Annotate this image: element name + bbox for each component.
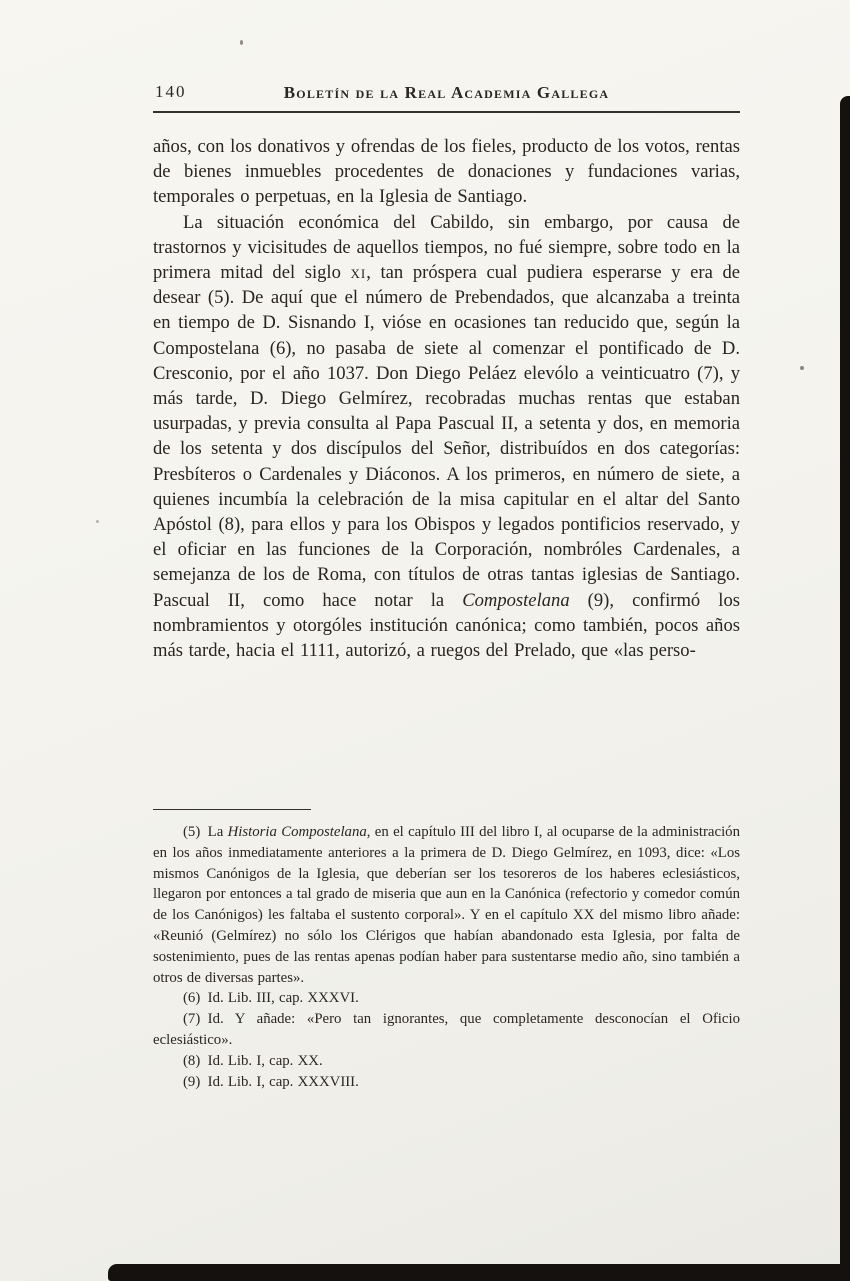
body-text	[153, 134, 740, 663]
scan-artifact-bottom-edge	[108, 1264, 850, 1281]
header-rule	[153, 111, 740, 113]
header-row	[153, 82, 740, 104]
paragraph-continuation	[153, 134, 740, 210]
scan-speck	[240, 40, 243, 45]
footnotes-block	[153, 822, 740, 1092]
journal-title: Boletín de la Real Academia Gallega	[283, 83, 610, 102]
smallcaps-roman-numeral: xi	[350, 262, 367, 284]
page-number: 140	[155, 82, 187, 101]
footnote-text: (8) Id. Lib. I, cap. XX.	[183, 1052, 323, 1069]
paragraph-text: , tan próspera cual pudiera esperarse y era de desear (5). De aquí que el número de Prebendados, que alcanzaba a treinta en tiempo de D. Sisnando I, vióse en ocasiones tan reducido que, según la Compostelana (6), no pasaba de siete al comenzar el pontificado de D. Cresconio, por el año 1037. Don Diego Peláez elevólo a veinticuatro (7), y más tarde, D. Diego Gelmírez, recobradas muchas rentas que estaban usurpadas, y previa consulta al Papa Pascual II, a setenta y dos, en memoria de los setenta y dos discípulos del Señor, distribuídos en dos categorías: Presbíteros o Cardenales y Diáconos. A los primeros, en número de siete, a quienes incumbía la celebración de la misa capitular en el altar del Santo Apóstol (8), para ellos y para los Obispos y legados pontificios reservado, y el oficiar en las funciones de la Corporación, nombróles Cardenales, a semejanza de los de Roma, con títulos de otras tantas iglesias de Santiago. Pascual II, como hace notar la	[153, 262, 740, 611]
paragraph-text: La situación económica del Cabildo, sin embargo, por causa de trastornos y vicisitudes de aquellos tiempos, no fué siempre, sobre todo en la primera mitad del siglo	[153, 211, 740, 284]
footnote-6	[153, 988, 740, 1009]
footnote-text: (6) Id. Lib. III, cap. XXXVI.	[183, 990, 359, 1007]
footnote-text: (5) La	[183, 824, 228, 840]
footnote-text: (7) Id. Y añade: «Pero tan ignorantes, que completamente desconocían el Oficio eclesiástico».	[153, 1011, 740, 1048]
footnote-5	[153, 822, 740, 988]
scan-speck	[800, 366, 804, 370]
footnote-text: , en el capítulo III del libro I, al ocuparse de la administración en los años inmediatamente anteriores a la primera de D. Diego Gelmírez, en 1093, dice: «Los mismos Canónigos de la Iglesia, que deberían ser los tesoreros de los haberes eclesiásticos, llegaron por entonces a tal grado de miseria que aun en la Canónica (refectorio y comedor común de los Canónigos) les faltaba el sustento corporal». Y en el capítulo XX del mismo libro añade: «Reunió (Gelmírez) no sólo los Clérigos que habían abandonado esta Iglesia, por falta de sostenimiento, pues de las rentas apenas podían haber para sustentarse medio año, sino también a otros de diversas partes».	[153, 824, 740, 986]
paragraph-text: (9), confirmó los nombramientos y otorgóles institución canónica; como también, pocos años más tarde, hacia el 1111, autorizó, a ruegos del Prelado, que «las perso-	[153, 589, 740, 662]
italic-book-title: Historia Compostelana	[227, 824, 367, 840]
scan-speck	[96, 520, 99, 523]
scan-artifact-right-edge	[840, 96, 850, 1281]
page-header	[153, 82, 740, 113]
footnote-9	[153, 1072, 740, 1093]
footnote-separator	[153, 809, 311, 810]
paragraph-text: años, con los donativos y ofrendas de los fieles, producto de los votos, rentas de bienes inmuebles procedentes de donaciones y fundaciones varias, temporales o perpetuas, en la Iglesia de Santiago.	[153, 136, 740, 208]
paragraph-main	[153, 210, 740, 664]
footnote-7	[153, 1009, 740, 1051]
footnote-8	[153, 1051, 740, 1072]
footnote-text: (9) Id. Lib. I, cap. XXXVIII.	[183, 1073, 359, 1090]
italic-book-title: Compostelana	[462, 589, 570, 611]
